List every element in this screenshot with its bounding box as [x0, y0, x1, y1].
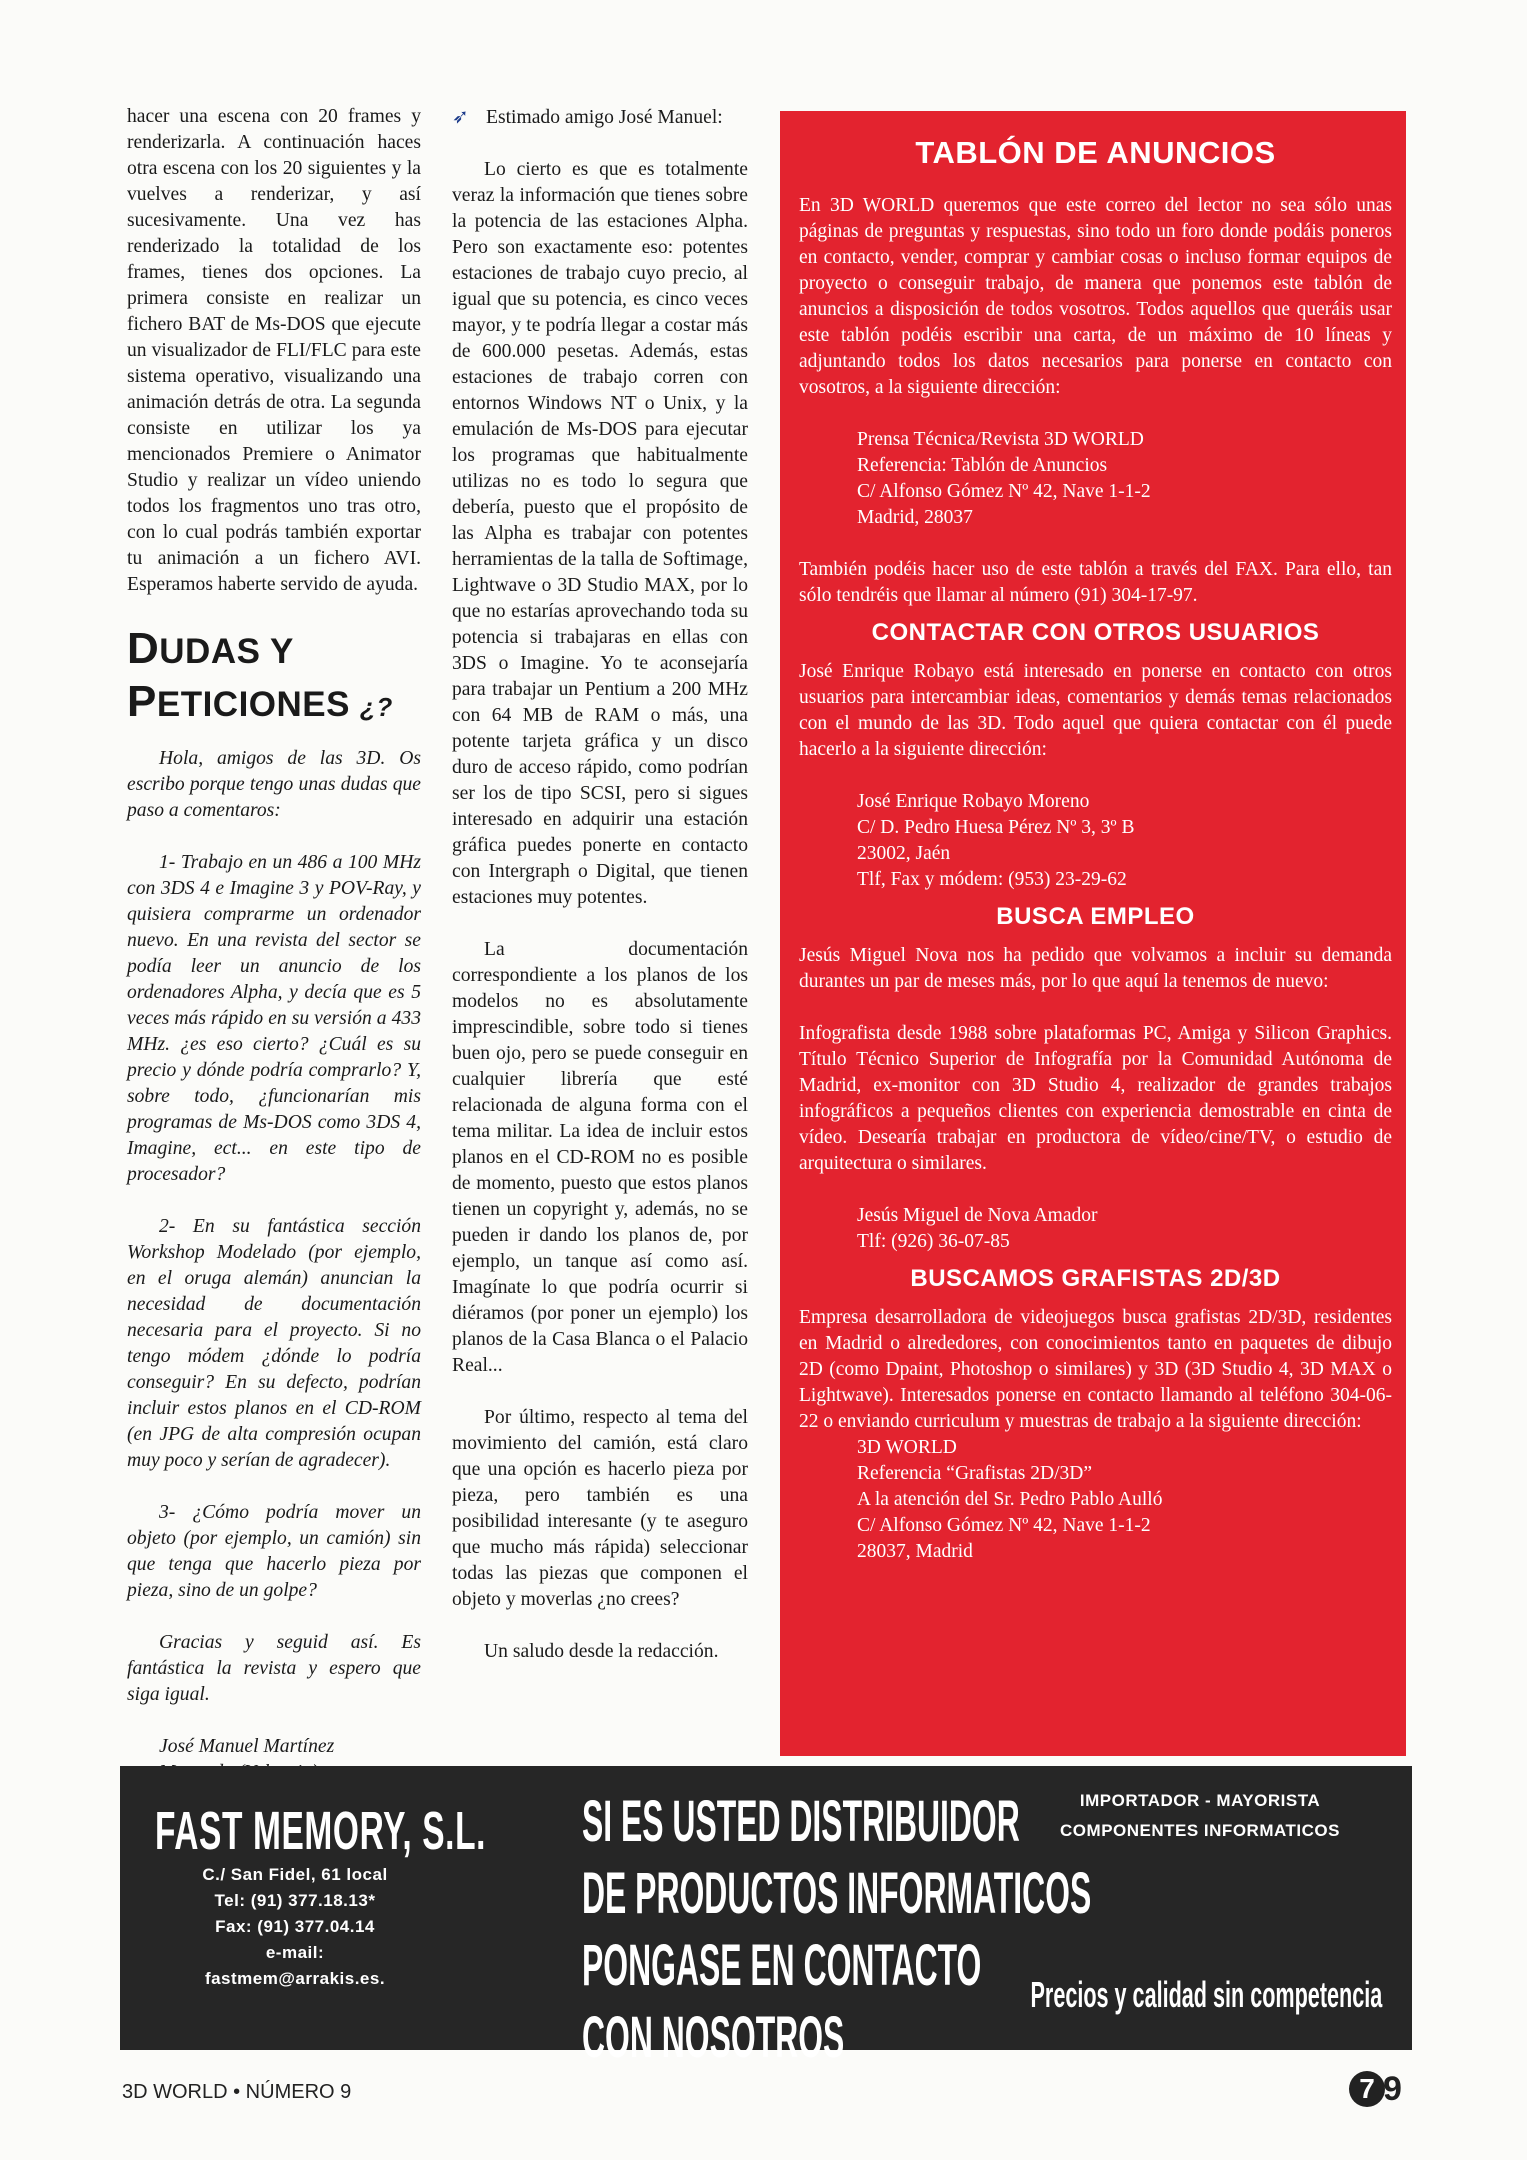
address-line: Referencia “Grafistas 2D/3D”	[857, 1463, 1092, 1484]
reader-letter	[127, 746, 421, 1786]
heading-initial-1: D	[127, 624, 160, 673]
board-title: TABLÓN DE ANUNCIOS	[915, 135, 1276, 170]
job-address	[799, 1203, 1392, 1255]
board-address	[799, 427, 1392, 531]
contact-address	[799, 789, 1392, 893]
section-heading	[127, 624, 421, 732]
address-line: 23002, Jaén	[857, 843, 951, 864]
ad-slogan: Precios y calidad sin competencia	[1030, 1974, 1382, 2015]
address-line: 3D WORLD	[857, 1437, 957, 1458]
address-line: C/ D. Pedro Huesa Pérez Nº 3, 3º B	[857, 817, 1135, 838]
section-title-contact: CONTACTAR CON OTROS USUARIOS	[871, 619, 1320, 646]
greeting-text: Estimado amigo José Manuel:	[486, 107, 723, 128]
board-intro: En 3D WORLD queremos que este correo del lector no sea sólo unas páginas de preguntas y respuestas, sino todo un foro donde podáis poneros en contacto, vender, comprar y cambiar cosas o incluso formar equipos de proyecto o conseguir trabajo, de manera que ponemos este tablón de anuncios a disposición de todos vosotros. Todos aquellos que queráis usar este tablón podéis escribir una carta, de un máximo de 10 líneas y adjuntando todos los datos necesarios para ponerse en contacto con vosotros, a la siguiente dirección:	[799, 195, 1392, 398]
address-line: 28037, Madrid	[857, 1541, 973, 1562]
signature-name: José Manuel Martínez	[159, 1736, 335, 1757]
address-line: C/ Alfonso Gómez Nº 42, Nave 1-1-2	[857, 481, 1151, 502]
address-line: Referencia: Tablón de Anuncios	[857, 455, 1108, 476]
ad-phone: Tel: (91) 377.18.13*	[214, 1891, 376, 1910]
letter-paragraph: 1- Trabajo en un 486 a 100 MHz con 3DS 4 e Imagine 3 y POV-Ray, y quisiera comprarme un ordenador nuevo. En una revista del sector se podía leer un anuncio de los ordenadores Alpha, y decía que es 5 veces más rápido en su versión a 433 MHz. ¿es eso cierto? ¿Cuál es su precio y dónde podría comprarlo? Y, sobre todo, ¿funcionarían mis programas de Ms-DOS como 3DS 4, Imagine, ect... en este tipo de procesador?	[127, 852, 421, 1185]
reply-paragraph: La documentación correspondiente a los planos de los modelos no es absolutamente imprescindible, sobre todo si tienes buen ojo, pero se puede conseguir en cualquier librería que esté relacionada de alguna forma con el tema militar. La idea de incluir estos planos en el CD-ROM no es posible de momento, puesto que estos planos tienen un copyright y, además, no se pueden ir dando los planos de, por ejemplo, un tanque así como así. Imagínate lo que podría ocurrir si diéramos (por poner un ejemplo) los planos de la Casa Blanca o el Palacio Real...	[452, 939, 748, 1376]
section-title-artists: BUSCAMOS GRAFISTAS 2D/3D	[910, 1265, 1281, 1292]
ad-tagline-line: IMPORTADOR - MAYORISTA	[1079, 1791, 1321, 1810]
artists-address	[799, 1435, 1392, 1565]
ad-company-name: FAST MEMORY, S.L.	[155, 1801, 487, 1861]
ad-address: C./ San Fidel, 61 local	[202, 1865, 388, 1884]
letter-paragraph: 3- ¿Cómo podría mover un objeto (por ejemplo, un camión) sin que tenga que hacerlo pieza por pieza, sino de un golpe?	[127, 1502, 421, 1601]
letter-paragraph: 2- En su fantástica sección Workshop Modelado (por ejemplo, en el oruga alemán) anuncian la necesidad de documentación necesaria para el proyecto. Si no tengo módem ¿dónde lo podría conseguir? En su defecto, podrían incluir estos planos en el CD-ROM (en JPG de alta compresión ocupan muy poco y serían de agradecer).	[127, 1216, 421, 1471]
page-digit: 9	[1383, 2069, 1402, 2108]
section-text-contact: José Enrique Robayo está interesado en ponerse en contacto con otros usuarios para intercambiar ideas, comentarios y demás temas relacionados con el mundo de las 3D. Todo aquel que quiera contactar con él puede hacerlo a la siguiente dirección:	[799, 661, 1392, 760]
address-line: Prensa Técnica/Revista 3D WORLD	[857, 429, 1144, 450]
heading-rest-1: UDAS Y	[159, 632, 294, 671]
heading-rest-2: ETICIONES	[156, 685, 350, 724]
section-text-job: Jesús Miguel Nova nos ha pedido que volvamos a incluir su demanda durantes un par de meses más, por lo que aquí la tenemos de nuevo:	[799, 945, 1392, 992]
page-digit-circled: 7	[1349, 2071, 1385, 2107]
section-text-job-cv: Infografista desde 1988 sobre plataformas PC, Amiga y Silicon Graphics. Título Técnico Superior de Infografía por la Comunidad Autónoma de Madrid, ex-monitor con 3D Studio 4, realizador de grandes trabajos infográficos a pequeños clientes con experiencia demostrable en cinta de vídeo. Desearía trabajar en productora de vídeo/cine/TV, o estudio de arquitectura o similares.	[799, 1023, 1392, 1174]
ad-headline-line: PONGASE EN CONTACTO	[582, 1933, 982, 1998]
letter-paragraph: Gracias y seguid así. Es fantástica la revista y espero que siga igual.	[127, 1632, 421, 1705]
reply-icon: ➶	[452, 106, 469, 128]
reply-greeting	[452, 104, 748, 131]
address-line: José Enrique Robayo Moreno	[857, 791, 1090, 812]
reply-signoff: Un saludo desde la redacción.	[484, 1641, 719, 1662]
section-text-artists: Empresa desarrolladora de videojuegos busca grafistas 2D/3D, residentes en Madrid o alrededores, con conocimientos tanto en paquetes de dibujo 2D (como Dpaint, Photoshop o similares) y 3D (3D Studio 4, 3D MAX o Lightwave). Interesados ponerse en contacto llamando al teléfono 304-06-22 o enviando curriculum y muestras de trabajo a la siguiente dirección:	[799, 1307, 1392, 1432]
ad-tagline	[1040, 1786, 1360, 1846]
ad-contact	[180, 1862, 410, 1992]
advertisement	[120, 1766, 1412, 2070]
ad-headline	[492, 1786, 1092, 2074]
heading-initial-2: P	[127, 677, 157, 726]
ad-fax: Fax: (91) 377.04.14	[215, 1917, 375, 1936]
reply-paragraph: Lo cierto es que es totalmente veraz la información que tienes sobre la potencia de las estaciones Alpha. Pero son exactamente eso: potentes estaciones de trabajo cuyo precio, al igual que su potencia, es cinco veces mayor, y te podría llegar a costar más de 600.000 pesetas. Además, estas estaciones de trabajo corren con entornos Windows NT o Unix, y la emulación de Ms-DOS para ejecutar los programas que habitualmente utilizas no es todo lo segura que debería, puesto que el propósito de las Alpha es trabajar con potentes herramientas de la talla de Softimage, Lightwave o 3D Studio MAX, por lo que no estarías aprovechando toda su potencia si trabajaras en ellas con 3DS o Imagine. Yo te aconsejaría para trabajar un Pentium a 200 MHz con 64 MB de RAM o más, una potente tarjeta gráfica y un disco duro de acceso rápido, como podrían ser los de tipo SCSI, pero si sigues interesado en adquirir una estación gráfica puedes ponerte en contacto con Intergraph o Digital, que tienen estaciones muy potentes.	[452, 159, 748, 908]
ad-headline-line: CON NOSOTROS	[582, 2005, 845, 2070]
address-line: Jesús Miguel de Nova Amador	[857, 1205, 1098, 1226]
ad-headline-line: SI ES USTED DISTRIBUIDOR	[582, 1789, 1020, 1854]
section-title-job: BUSCA EMPLEO	[996, 903, 1195, 930]
question-icon: ¿?	[360, 692, 393, 722]
address-line: Madrid, 28037	[857, 507, 973, 528]
middle-column	[452, 104, 748, 1691]
address-line: A la atención del Sr. Pedro Pablo Aulló	[857, 1489, 1163, 1510]
reply-paragraph: Por último, respecto al tema del movimiento del camión, está claro que una opción es hacerlo pieza por pieza, pero también es una posibilidad interesante (y te aseguro que mucho más rápida) seleccionar todas las piezas que componen el objeto y moverlas ¿no crees?	[452, 1407, 748, 1610]
intro-paragraph: hacer una escena con 20 frames y renderizarla. A continuación haces otra escena con los 20 siguientes y la vuelves a renderizar, y así sucesivamente. Una vez has renderizado la totalidad de los frames, tienes dos opciones. La primera consiste en realizar un fichero BAT de Ms-DOS que ejecute un visualizador de FLI/FLC para este sistema operativo, visualizando una animación detrás de otra. La segunda consiste en utilizar los ya mencionados Premiere o Animator Studio y realizar un vídeo uniendo todos los fragmentos uno tras otro, con lo cual podrás también exportar tu animación a un fichero AVI. Esperamos haberte servido de ayuda.	[127, 106, 421, 595]
footer-magazine: 3D WORLD • NÚMERO 9	[122, 2081, 352, 2103]
letter-paragraph: Hola, amigos de las 3D. Os escribo porque tengo unas dudas que paso a comentaros:	[127, 748, 421, 821]
address-line: C/ Alfonso Gómez Nº 42, Nave 1-1-2	[857, 1515, 1151, 1536]
board-fax-note: También podéis hacer uso de este tablón a través del FAX. Para ello, tan sólo tendréis que llamar al número (91) 304-17-97.	[799, 559, 1392, 606]
ad-tagline-line: COMPONENTES INFORMATICOS	[1060, 1821, 1340, 1840]
bulletin-board	[780, 111, 1406, 1756]
ad-headline-line: DE PRODUCTOS INFORMATICOS	[582, 1861, 1092, 1926]
address-line: Tlf: (926) 36-07-85	[857, 1231, 1010, 1252]
ad-email: e-mail: fastmem@arrakis.es.	[204, 1943, 386, 1988]
page-number	[1349, 2068, 1402, 2109]
left-column	[127, 104, 421, 1812]
address-line: Tlf, Fax y módem: (953) 23-29-62	[857, 869, 1127, 890]
